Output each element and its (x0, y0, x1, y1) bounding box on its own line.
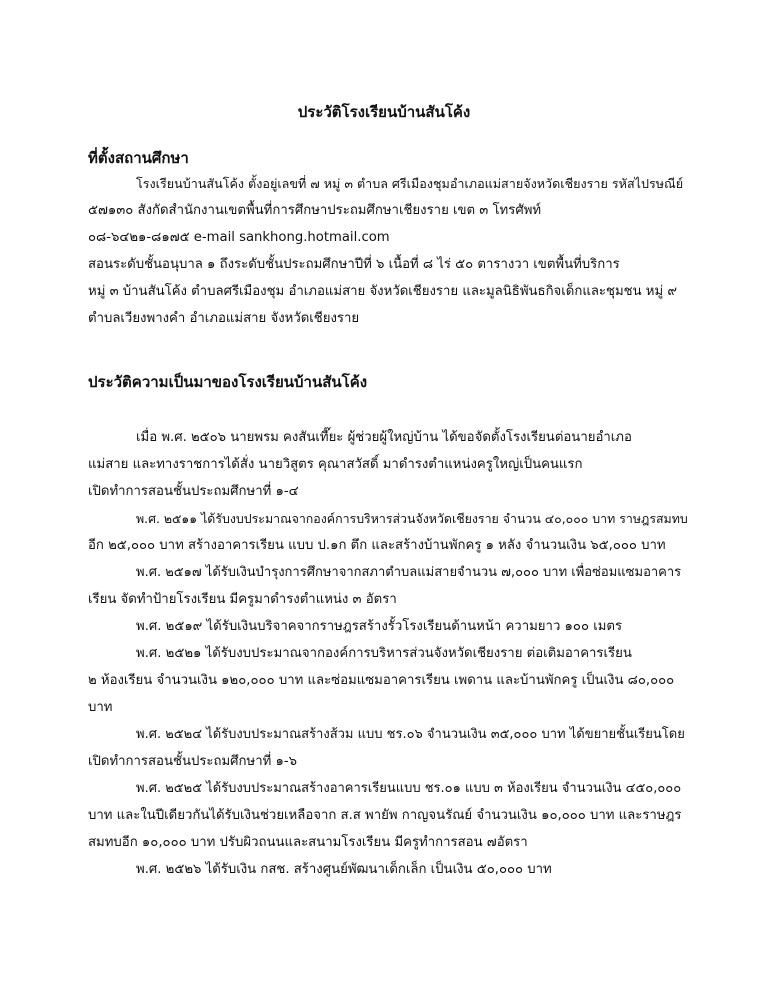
text-line: สมทบอีก ๑๐,๐๐๐ บาท ปรับผิวถนนและสนามโรงเรียน มีครูทำการสอน ๗อัตรา (88, 835, 528, 850)
text-line: อีก ๒๕,๐๐๐ บาท สร้างอาคารเรียน แบบ ป.๑ก ตึก และสร้างบ้านพักครู ๑ หลัง จำนวนเงิน ๖๕,๐๐๐ บาท (88, 538, 666, 553)
text-line: ตำบลเวียงพางคำ อำเภอแม่สาย จังหวัดเชียงราย (88, 311, 360, 326)
text-line: เปิดทำการสอนชั้นประถมศึกษาที่ ๑-๖ (88, 754, 298, 769)
text-line: พ.ศ. ๒๕๒๑ ได้รับงบประมาณจากองค์การบริหารส่วนจังหวัดเชียงราย ต่อเติมอาคารเรียน (136, 646, 632, 661)
text-line: โรงเรียนบ้านสันโค้ง ตั้งอยู่เลขที่ ๗ หมู่ ๓ ตำบล ศรีเมืองชุมอำเภอแม่สายจังหวัดเชียงราย รหัสไปรษณีย์ (136, 176, 684, 191)
text-line: บาท (88, 700, 113, 715)
history-heading: ประวัติความเป็นมาของโรงเรียนบ้านสันโค้ง (88, 373, 368, 391)
location-paragraph (88, 170, 688, 332)
text-line: พ.ศ. ๒๕๒๔ ได้รับงบประมาณสร้างส้วม แบบ ชร.๐๖ จำนวนเงิน ๓๕,๐๐๐ บาท ได้ขยายชั้นเรียนโดย (136, 727, 685, 742)
location-heading: ที่ตั้งสถานศึกษา (88, 149, 189, 167)
text-line: ๕๗๑๓๐ สังกัดสำนักงานเขตพื้นที่การศึกษาประถมศึกษาเชียงราย เขต ๓ โทรศัพท์ (88, 203, 542, 218)
text-line: เรียน จัดทำป้ายโรงเรียน มีครูมาดำรงตำแหน่ง ๓ อัตรา (88, 592, 397, 607)
history-paragraph (88, 424, 688, 883)
text-line: เมื่อ พ.ศ. ๒๕๐๖ นายพรม คงสันเที๊ยะ ผู้ช่วยผู้ใหญ่บ้าน ได้ขอจัดตั้งโรงเรียนต่อนายอำเภอ (136, 430, 632, 445)
text-line: สอนระดับชั้นอนุบาล ๑ ถึงระดับชั้นประถมศึกษาปีที่ ๖ เนื้อที่ ๘ ไร่ ๕๐ ตารางวา เขตพื้นที่บริการ (88, 257, 620, 272)
text-line: หมู่ ๓ บ้านสันโค้ง ตำบลศรีเมืองชุม อำเภอแม่สาย จังหวัดเชียงราย และมูลนิธิพันธกิจเด็กและชุมชน หมู่ ๙ (88, 284, 678, 299)
text-line: ๒ ห้องเรียน จำนวนเงิน ๑๒๐,๐๐๐ บาท และซ่อมแซมอาคารเรียน เพดาน และบ้านพักครู เป็นเงิน ๘๐,๐๐๐ (88, 673, 675, 688)
document-title: ประวัติโรงเรียนบ้านสันโค้ง (297, 103, 471, 121)
text-line: เปิดทำการสอนชั้นประถมศึกษาที่ ๑-๔ (88, 484, 299, 499)
text-line: ๐๘-๖๔๒๑-๘๑๗๕ e-mail sankhong.hotmail.com (88, 230, 390, 245)
text-line: พ.ศ. ๒๕๒๕ ได้รับงบประมาณสร้างอาคารเรียนแบบ ชร.๐๑ แบบ ๓ ห้องเรียน จำนวนเงิน ๔๕๐,๐๐๐ (136, 781, 682, 796)
text-line: พ.ศ. ๒๕๑๗ ได้รับเงินบำรุงการศึกษาจากสภาตำบลแม่สายจำนวน ๗,๐๐๐ บาท เพื่อซ่อมแซมอาคาร (136, 565, 682, 580)
text-line: บาท และในปีเดียวกันได้รับเงินช่วยเหลือจาก ส.ส พายัพ กาญจนรัณย์ จำนวนเงิน ๑๐,๐๐๐ บาท และราษฎร (88, 808, 682, 823)
text-line: พ.ศ. ๒๕๑๙ ได้รับเงินบริจาคจากราษฎรสร้างรั้วโรงเรียนด้านหน้า ความยาว ๑๐๐ เมตร (136, 619, 623, 634)
text-line: พ.ศ. ๒๕๑๑ ได้รับงบประมาณจากองค์การบริหารส่วนจังหวัดเชียงราย จำนวน ๔๐,๐๐๐ บาท ราษฎรสมทบ (136, 511, 688, 526)
text-line: พ.ศ. ๒๕๒๖ ได้รับเงิน กสช. สร้างศูนย์พัฒนาเด็กเล็ก เป็นเงิน ๕๐,๐๐๐ บาท (136, 862, 552, 877)
text-line: แม่สาย และทางราชการได้สั่ง นายวิสูตร คุณาสวัสดิ์ มาดำรงตำแหน่งครูใหญ่เป็นคนแรก (88, 457, 583, 472)
